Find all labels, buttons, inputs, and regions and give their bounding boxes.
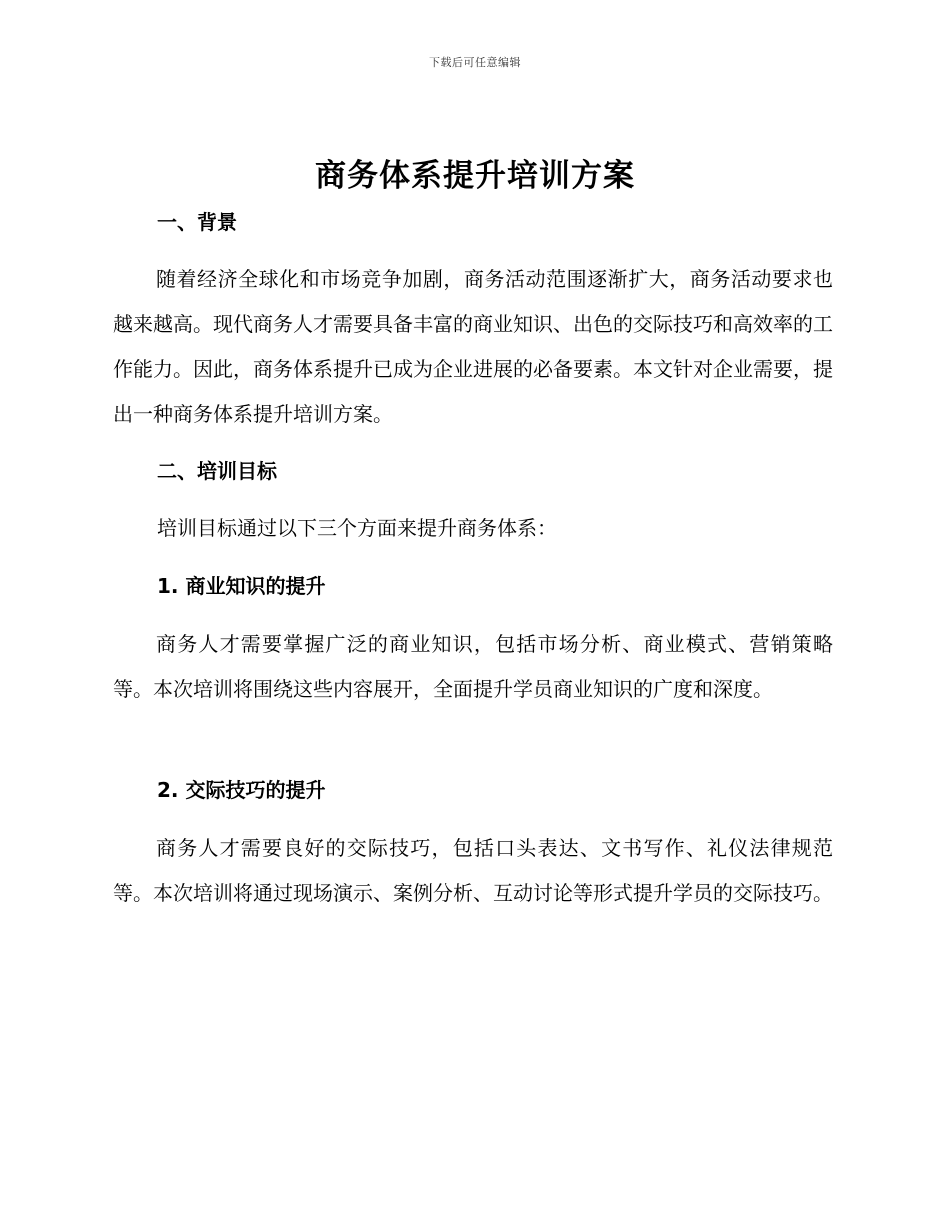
section-heading-training-goals: 二、培训目标 <box>157 459 277 483</box>
subheading-communication-skills: 2. 交际技巧的提升 <box>157 778 326 802</box>
header-note: 下载后可任意编辑 <box>429 56 521 69</box>
subheading-business-knowledge: 1. 商业知识的提升 <box>157 574 326 598</box>
business-knowledge-paragraph: 商务人才需要掌握广泛的商业知识，包括市场分析、商业模式、营销策略等。本次培训将围绕这些内容展开，全面提升学员商业知识的广度和深度。 <box>113 632 833 701</box>
section-heading-background: 一、背景 <box>157 210 237 234</box>
training-goals-intro: 培训目标通过以下三个方面来提升商务体系： <box>157 516 557 540</box>
background-paragraph: 随着经济全球化和市场竞争加剧，商务活动范围逐渐扩大，商务活动要求也越来越高。现代商务人才需要具备丰富的商业知识、出色的交际技巧和高效率的工作能力。因此，商务体系提升已成为企业进展的必备要素。本文针对企业需要，提出一种商务体系提升培训方案。 <box>113 267 833 426</box>
communication-skills-paragraph: 商务人才需要良好的交际技巧，包括口头表达、文书写作、礼仪法律规范等。本次培训将通过现场演示、案例分析、互动讨论等形式提升学员的交际技巧。 <box>113 836 833 905</box>
document-title: 商务体系提升培训方案 <box>315 158 635 194</box>
